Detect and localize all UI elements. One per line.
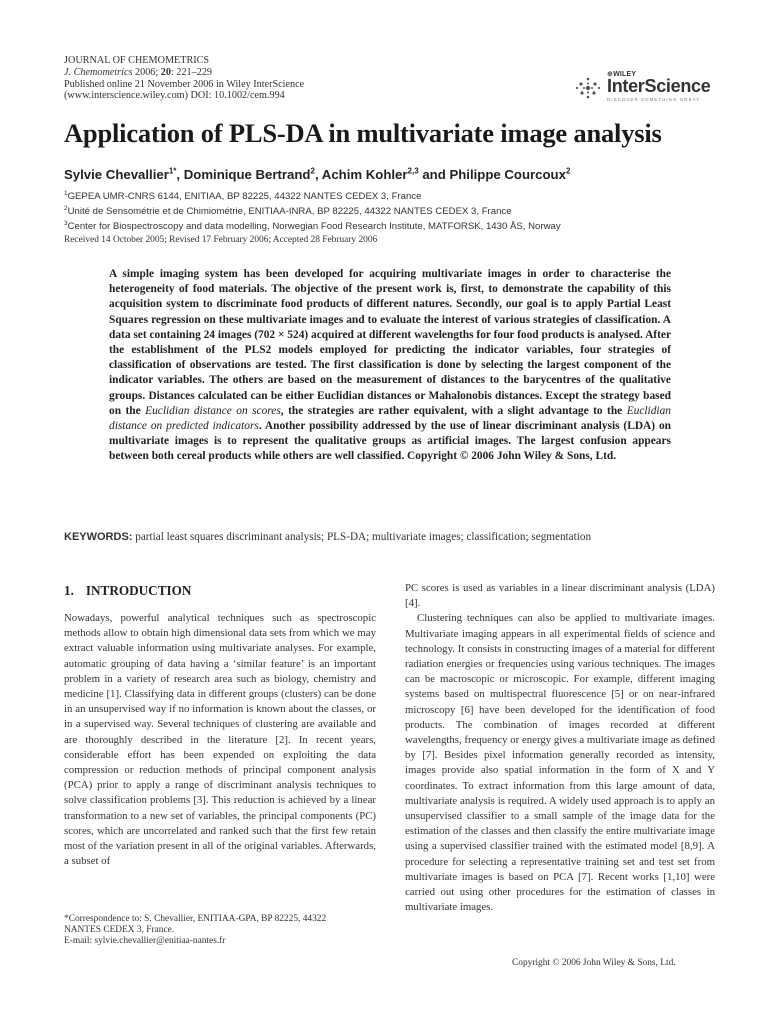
journal-year: 2006;	[135, 66, 159, 78]
affiliation: $^3$Center for Biospectroscopy and data modelling, Norwegian Food Research Institute, MATFORSK, 1430 ÅS, Norway	[64, 220, 561, 233]
paragraph: PC scores is used as variables in a linear discriminant analysis (LDA) [4].	[405, 582, 715, 610]
copyright-footer: Copyright © 2006 John Wiley & Sons, Ltd.	[512, 958, 676, 968]
logo-brand: InterScience	[607, 76, 711, 96]
author: Dominique Bertrand$^2$,	[183, 167, 322, 183]
author: Philippe Courcoux$^2$	[449, 167, 571, 183]
abstract-emphasis: Euclidian distance on scores	[145, 404, 281, 417]
section-heading	[64, 583, 191, 599]
author: Achim Kohler$^{2,3}$ and	[321, 167, 450, 183]
left-column	[64, 611, 376, 869]
journal-volume: 20	[160, 66, 171, 78]
section-title: INTRODUCTION	[85, 583, 192, 598]
logo-tagline: DISCOVER SOMETHING GREAT	[607, 97, 701, 102]
footnote-email[interactable]: E-mail: sylvie.chevallier@enitiaa-nantes.fr	[64, 936, 226, 946]
affiliation: $^1$GEPEA UMR-CNRS 6144, ENITIAA, BP 82225, 44322 NANTES CEDEX 3, France	[64, 190, 422, 203]
journal-header	[64, 55, 304, 102]
paper-title: Application of PLS-DA in multivariate image analysis	[64, 118, 662, 148]
journal-published: Published online 21 November 2006 in Wiley InterScience	[64, 78, 305, 90]
paragraph: Nowadays, powerful analytical techniques such as spectroscopic methods allow to obtain high dimensional data sets from which we may extract valuable information using multivariate analyses. For example, automatic grouping of data having a ‘similar feature’ is an important problem in a variety of research area such as biology, chemistry and medicine [1]. Classifying data in different groups (clusters) can be done in an unsupervised way if no information is known about the classes, or in a supervised way. Several techniques of clustering are available and are thoroughly described in the literature [2]. In recent years, considerable effort has been expended on exploiting the data compression or reduction methods of principal component analysis (PCA) prior to apply a range of discriminant analysis techniques to solve classification problems [3]. This reduction is achieved by a linear transformation to a new set of variables, the principal components (PC) scores, which are uncorrelated and ranked such that the first few retain most of the variation present in all of the original variables. Afterwards, a subset of	[64, 612, 376, 868]
journal-name: JOURNAL OF CHEMOMETRICS	[64, 55, 210, 66]
received-dates: Received 14 October 2005; Revised 17 February 2006; Accepted 28 February 2006	[64, 235, 378, 245]
right-column	[405, 581, 715, 915]
author: Sylvie Chevallier$^{1*}$,	[64, 167, 184, 183]
section-number: 1.	[64, 583, 74, 598]
globe-icon	[573, 74, 603, 102]
footnote-line: *Correspondence to: S. Chevallier, ENITIAA-GPA, BP 82225, 44322	[64, 914, 327, 924]
journal-abbrev: J. Chemometrics	[64, 66, 133, 78]
footnote-line: NANTES CEDEX 3, France.	[64, 925, 175, 935]
abstract: A simple imaging system has been developed for acquiring multivariate images in order to characterise the heterogeneity of food materials. The objective of the present work is, first, to demonstrate the capability of this acquisition system to discriminate food products of different natures. Secondly, our goal is to apply Partial Least Squares regression on these multivariate images and to evaluate the interest of various strategies of classification. A data set containing 24 images (702 × 524) acquired at different wavelengths for four food products is analysed. After the establishment of the PLS2 models employed for predicting the indicator variables, four strategies of classification of observations are tested. The first classification is done by selecting the largest component of the indicator variables. The others are based on the measurement of distances to the barycentres of the qualitative groups. Distances calculated can be either Euclidian distances or Mahalonobis distances. Except the strategy based on the Euclidian distance on scores, the strategies are rather equivalent, with a slight advantage to the Euclidian distance on predicted indicators. Another possibility addressed by the use of linear discriminant analysis (LDA) on multivariate images is to represent the qualitative groups as artificial images. The largest confusion appears between both cereal products while others are well classified. Copyright © 2006 John Wiley & Sons, Ltd.	[109, 268, 671, 463]
journal-doi[interactable]: (www.interscience.wiley.com) DOI: 10.1002/cem.994	[64, 90, 285, 102]
affiliation: $^2$Unité de Sensométrie et de Chimiométrie, ENITIAA-INRA, BP 82225, 44322 NANTES CEDEX 3, France	[64, 205, 512, 218]
journal-pages: : 221–229	[170, 66, 213, 78]
keywords-text: partial least squares discriminant analysis; PLS-DA; multivariate images; classification; segmentation	[132, 531, 592, 543]
abstract-emphasis: Euclidian distance on predicted indicators	[109, 404, 671, 433]
keywords-label: KEYWORDS:	[64, 531, 133, 543]
author-list	[64, 167, 570, 182]
correspondence-footnote	[64, 914, 384, 947]
keywords	[64, 531, 591, 543]
paragraph: Clustering techniques can also be applied to multivariate images. Multivariate imaging appears in all experimental fields of science and technology. It consists in constructing images of a material for different radiation energies or frequencies using various techniques. The images can be macroscopic or microscopic. For example, different imaging systems based on multispectral fluorescence [5] or on near-infrared microscopy [6] have been developed for the identification of food products. The combination of images recorded at different wavelengths, frequency or energy gives a multivariate image as defined by [7]. Besides pixel information generally recorded as intensity, images provide also spatial information in the form of X and Y coordinates. To extract information from this large amount of data, multivariate analysis is required. A widely used approach is to apply an unsupervised classifier to a small sample of the image data for the estimation of the classes and then classify the entire multivariate image using a supervised classifier trained with the estimated model [8,9]. A procedure for selecting a representative training set and test set from multivariate images is based on PCA [7]. Recent works [1,10] were carried out using other procedures for the estimation of classes in multivariate images.	[405, 612, 715, 914]
wiley-interscience-logo	[573, 70, 713, 106]
logo-publisher: ⊕WILEY	[607, 71, 637, 78]
affiliations	[64, 188, 561, 234]
journal-citation	[64, 67, 304, 79]
